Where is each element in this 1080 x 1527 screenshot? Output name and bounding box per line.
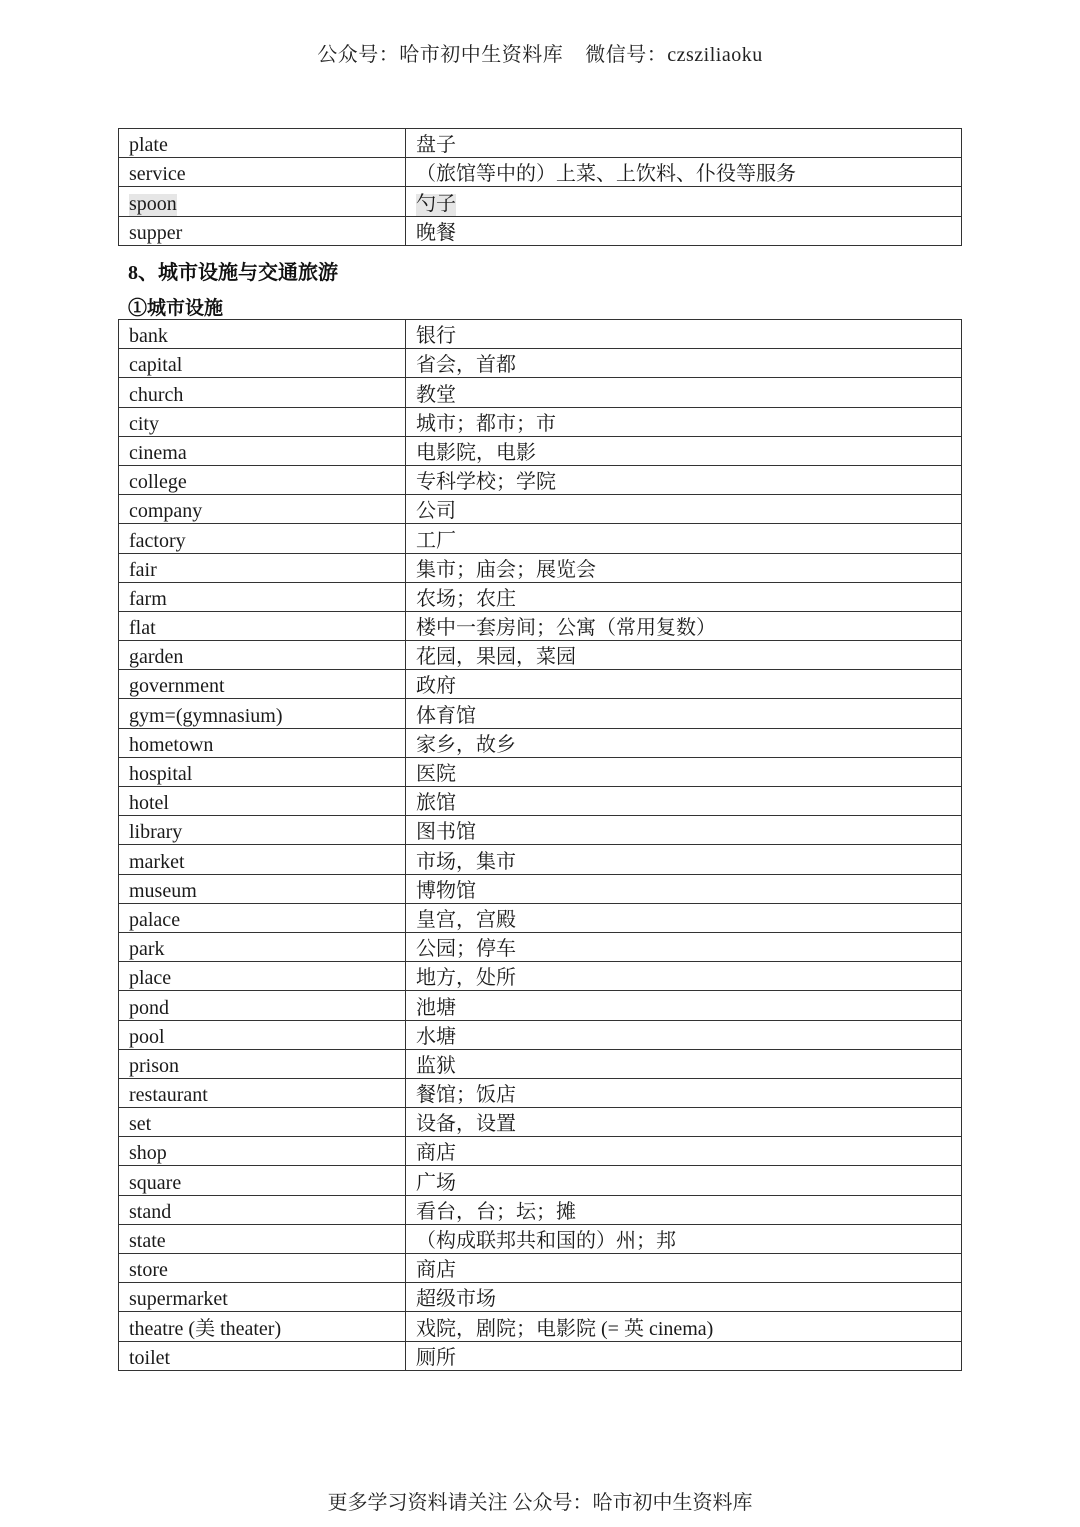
chinese-meaning-cell (406, 962, 962, 991)
english-word-cell (119, 699, 406, 728)
english-word-cell (119, 1312, 406, 1341)
table-row (119, 1020, 962, 1049)
table-row (119, 216, 962, 245)
page-header (0, 38, 1080, 67)
chinese-meaning: 商店 (416, 1142, 456, 1165)
english-word: supper (129, 221, 183, 244)
table-row (119, 932, 962, 961)
chinese-meaning-cell (406, 670, 962, 699)
chinese-meaning: 城市；都市；市 (416, 412, 556, 435)
english-word: factory (129, 529, 186, 552)
english-word-cell (119, 553, 406, 582)
table-row (119, 670, 962, 699)
chinese-meaning: 超级市场 (416, 1288, 496, 1311)
chinese-meaning-cell (406, 816, 962, 845)
chinese-meaning: 公司 (416, 500, 456, 523)
chinese-meaning: 勺子 (416, 192, 456, 215)
chinese-meaning-cell (406, 1224, 962, 1253)
chinese-meaning: 看台，台；坛；摊 (416, 1200, 576, 1223)
table-row (119, 378, 962, 407)
chinese-meaning: 设备，设置 (416, 1113, 516, 1136)
table-row (119, 582, 962, 611)
chinese-meaning-cell (406, 349, 962, 378)
english-word: service (129, 163, 186, 186)
chinese-meaning: 盘子 (416, 134, 456, 157)
chinese-meaning: 工厂 (416, 529, 456, 552)
table-row (119, 320, 962, 349)
english-word-cell (119, 816, 406, 845)
chinese-meaning: 公园；停车 (416, 938, 516, 961)
english-word-cell (119, 465, 406, 494)
chinese-meaning: 集市；庙会；展览会 (416, 558, 596, 581)
chinese-meaning-cell (406, 465, 962, 494)
chinese-meaning-cell (406, 1195, 962, 1224)
english-word-cell (119, 436, 406, 465)
chinese-meaning: 戏院，剧院；电影院 (= 英 cinema) (416, 1317, 714, 1340)
chinese-meaning-cell (406, 158, 962, 187)
english-word: park (129, 938, 165, 961)
table-row (119, 1283, 962, 1312)
english-word: theatre (美 theater) (129, 1317, 282, 1340)
table-row (119, 874, 962, 903)
chinese-meaning: 政府 (416, 675, 456, 698)
table-row (119, 611, 962, 640)
english-word: plate (129, 134, 168, 157)
table-row (119, 187, 962, 216)
english-word: college (129, 471, 187, 494)
chinese-meaning: 池塘 (416, 996, 456, 1019)
chinese-meaning-cell (406, 699, 962, 728)
english-word: fair (129, 558, 157, 581)
english-word: library (129, 821, 183, 844)
chinese-meaning-cell (406, 436, 962, 465)
chinese-meaning-cell (406, 495, 962, 524)
english-word-cell (119, 962, 406, 991)
english-word: pond (129, 996, 169, 1019)
section-heading: 8、城市设施与交通旅游 (128, 262, 338, 284)
table-row (119, 1312, 962, 1341)
english-word-cell (119, 349, 406, 378)
english-word: toilet (129, 1346, 171, 1369)
english-word: square (129, 1171, 182, 1194)
chinese-meaning-cell (406, 787, 962, 816)
chinese-meaning-cell (406, 320, 962, 349)
table-row (119, 1137, 962, 1166)
english-word-cell (119, 1108, 406, 1137)
table-row (119, 787, 962, 816)
chinese-meaning: 电影院，电影 (416, 441, 536, 464)
account-label: 公众号：哈市初中生资料库 (317, 44, 564, 66)
chinese-meaning: 厕所 (416, 1346, 456, 1369)
chinese-meaning-cell (406, 932, 962, 961)
chinese-meaning: 商店 (416, 1259, 456, 1282)
english-word-cell (119, 1224, 406, 1253)
page-footer: 更多学习资料请关注 公众号：哈市初中生资料库 (327, 1492, 753, 1514)
chinese-meaning: （构成联邦共和国的）州；邦 (416, 1230, 676, 1252)
chinese-meaning-cell (406, 1166, 962, 1195)
table-row (119, 1254, 962, 1283)
chinese-meaning-cell (406, 1254, 962, 1283)
table-row (119, 991, 962, 1020)
table-row (119, 1224, 962, 1253)
english-word-cell (119, 845, 406, 874)
table-row (119, 1108, 962, 1137)
english-word: market (129, 850, 185, 873)
english-word: hometown (129, 733, 214, 756)
chinese-meaning: 教堂 (416, 383, 456, 406)
english-word: garden (129, 646, 184, 669)
chinese-meaning-cell (406, 641, 962, 670)
table-row (119, 699, 962, 728)
table-row (119, 465, 962, 494)
table-row (119, 641, 962, 670)
table-row (119, 1078, 962, 1107)
table-row (119, 1049, 962, 1078)
vocab-table-city-facilities (118, 319, 962, 1371)
chinese-meaning: 家乡，故乡 (416, 733, 516, 756)
english-word-cell (119, 1341, 406, 1370)
table-row (119, 436, 962, 465)
chinese-meaning-cell (406, 1312, 962, 1341)
english-word: flat (129, 617, 156, 640)
chinese-meaning-cell (406, 129, 962, 158)
english-word-cell (119, 1020, 406, 1049)
chinese-meaning-cell (406, 1341, 962, 1370)
english-word-cell (119, 1049, 406, 1078)
english-word: pool (129, 1025, 165, 1048)
chinese-meaning: 水塘 (416, 1025, 456, 1048)
chinese-meaning-cell (406, 728, 962, 757)
chinese-meaning: 体育馆 (416, 704, 476, 727)
chinese-meaning-cell (406, 1108, 962, 1137)
table-row (119, 495, 962, 524)
english-word: state (129, 1230, 166, 1252)
english-word: palace (129, 908, 181, 931)
table-row (119, 129, 962, 158)
english-word-cell (119, 582, 406, 611)
chinese-meaning: 图书馆 (416, 821, 476, 844)
table-row (119, 1195, 962, 1224)
english-word: place (129, 967, 172, 990)
english-word: city (129, 412, 159, 435)
english-word-cell (119, 216, 406, 245)
english-word: capital (129, 354, 183, 377)
table-row (119, 407, 962, 436)
english-word: gym=(gymnasium) (129, 704, 283, 727)
table-row (119, 1341, 962, 1370)
chinese-meaning: 专科学校；学院 (416, 471, 556, 494)
chinese-meaning-cell (406, 874, 962, 903)
english-word: government (129, 675, 225, 698)
english-word-cell (119, 1078, 406, 1107)
english-word-cell (119, 757, 406, 786)
english-word: church (129, 383, 184, 406)
chinese-meaning-cell (406, 1283, 962, 1312)
english-word-cell (119, 495, 406, 524)
english-word-cell (119, 129, 406, 158)
table-row (119, 845, 962, 874)
chinese-meaning: 农场；农庄 (416, 587, 516, 610)
chinese-meaning: 晚餐 (416, 221, 456, 244)
english-word-cell (119, 407, 406, 436)
english-word-cell (119, 1283, 406, 1312)
chinese-meaning-cell (406, 1078, 962, 1107)
english-word: prison (129, 1054, 179, 1077)
table-row (119, 524, 962, 553)
chinese-meaning-cell (406, 187, 962, 216)
english-word: hotel (129, 792, 169, 815)
chinese-meaning: （旅馆等中的）上菜、上饮料、仆役等服务 (416, 163, 796, 186)
english-word-cell (119, 1166, 406, 1195)
english-word: restaurant (129, 1084, 208, 1107)
chinese-meaning-cell (406, 553, 962, 582)
chinese-meaning: 监狱 (416, 1054, 456, 1077)
english-word: set (129, 1113, 152, 1136)
english-word-cell (119, 670, 406, 699)
english-word-cell (119, 1254, 406, 1283)
english-word: museum (129, 879, 197, 902)
chinese-meaning-cell (406, 991, 962, 1020)
english-word-cell (119, 1137, 406, 1166)
table-row (119, 1166, 962, 1195)
chinese-meaning: 旅馆 (416, 792, 456, 815)
chinese-meaning: 广场 (416, 1171, 456, 1194)
chinese-meaning: 银行 (416, 325, 456, 348)
wechat-label: 微信号：czsziliaoku (585, 44, 763, 66)
chinese-meaning: 省会，首都 (416, 354, 516, 377)
subsection-heading: ①城市设施 (128, 298, 224, 319)
chinese-meaning: 花园，果园，菜园 (416, 646, 576, 669)
chinese-meaning-cell (406, 845, 962, 874)
english-word-cell (119, 787, 406, 816)
english-word: store (129, 1259, 168, 1282)
english-word: cinema (129, 441, 187, 464)
table-row (119, 553, 962, 582)
table-row (119, 349, 962, 378)
chinese-meaning: 餐馆；饭店 (416, 1084, 516, 1107)
chinese-meaning-cell (406, 378, 962, 407)
table-row (119, 903, 962, 932)
chinese-meaning-cell (406, 1049, 962, 1078)
table-row (119, 158, 962, 187)
chinese-meaning-cell (406, 216, 962, 245)
english-word-cell (119, 903, 406, 932)
english-word-cell (119, 158, 406, 187)
chinese-meaning-cell (406, 1020, 962, 1049)
english-word-cell (119, 932, 406, 961)
english-word: spoon (129, 192, 177, 215)
table-row (119, 962, 962, 991)
english-word: hospital (129, 763, 193, 785)
table-row (119, 728, 962, 757)
chinese-meaning: 医院 (416, 763, 456, 785)
english-word-cell (119, 611, 406, 640)
english-word: company (129, 500, 203, 523)
english-word: shop (129, 1142, 167, 1165)
chinese-meaning-cell (406, 611, 962, 640)
english-word: supermarket (129, 1288, 228, 1311)
english-word-cell (119, 378, 406, 407)
chinese-meaning-cell (406, 1137, 962, 1166)
english-word: farm (129, 587, 167, 610)
chinese-meaning: 市场，集市 (416, 850, 516, 873)
chinese-meaning-cell (406, 407, 962, 436)
english-word-cell (119, 991, 406, 1020)
chinese-meaning-cell (406, 582, 962, 611)
english-word-cell (119, 320, 406, 349)
english-word-cell (119, 728, 406, 757)
table-row (119, 816, 962, 845)
english-word: stand (129, 1200, 172, 1223)
english-word-cell (119, 874, 406, 903)
chinese-meaning: 楼中一套房间；公寓（常用复数） (416, 617, 716, 640)
english-word-cell (119, 524, 406, 553)
english-word: bank (129, 325, 168, 348)
vocab-table-dining (118, 128, 962, 246)
chinese-meaning: 博物馆 (416, 879, 476, 902)
chinese-meaning-cell (406, 524, 962, 553)
chinese-meaning: 地方，处所 (416, 967, 516, 990)
chinese-meaning: 皇宫，宫殿 (416, 908, 516, 931)
english-word-cell (119, 1195, 406, 1224)
table-row (119, 757, 962, 786)
chinese-meaning-cell (406, 757, 962, 786)
english-word-cell (119, 641, 406, 670)
english-word-cell (119, 187, 406, 216)
chinese-meaning-cell (406, 903, 962, 932)
